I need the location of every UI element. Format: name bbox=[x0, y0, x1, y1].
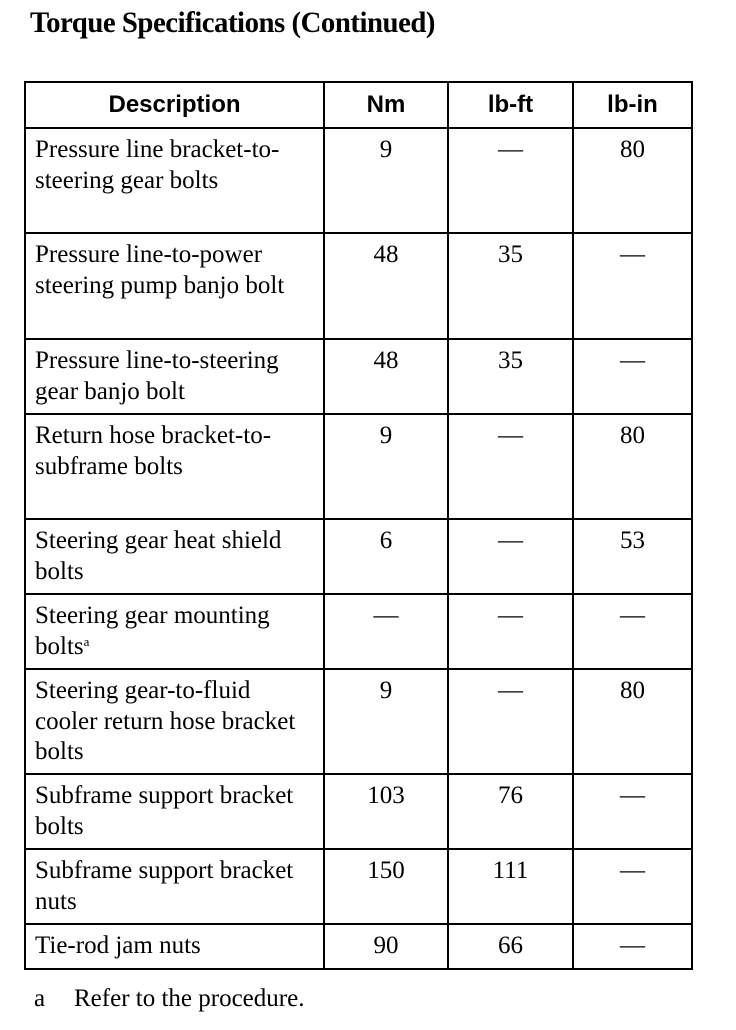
row-description: Subframe support bracket nuts bbox=[25, 849, 324, 924]
footnote bbox=[34, 985, 304, 1013]
row-lbft: 35 bbox=[448, 233, 573, 339]
row-nm: 48 bbox=[324, 339, 448, 414]
row-nm: 48 bbox=[324, 233, 448, 339]
row-description bbox=[25, 594, 324, 669]
row-nm: 90 bbox=[324, 924, 448, 969]
row-lbft: 66 bbox=[448, 924, 573, 969]
row-description: Pressure line-to-power steering pump banjo bolt bbox=[25, 233, 324, 339]
table-row bbox=[25, 128, 692, 233]
table-row bbox=[25, 774, 692, 849]
footnote-mark: a bbox=[34, 985, 46, 1012]
header-lbft: lb-ft bbox=[448, 82, 573, 128]
row-description: Return hose bracket-to-subframe bolts bbox=[25, 414, 324, 519]
table-row bbox=[25, 594, 692, 669]
row-lbin: 80 bbox=[573, 128, 692, 233]
row-nm: 150 bbox=[324, 849, 448, 924]
row-lbin: 80 bbox=[573, 669, 692, 774]
table-row bbox=[25, 233, 692, 339]
table-header-row bbox=[25, 82, 692, 128]
row-description: Steering gear heat shield bolts bbox=[25, 519, 324, 594]
row-description: Tie-rod jam nuts bbox=[25, 924, 324, 969]
row-nm: 9 bbox=[324, 414, 448, 519]
row-description: Steering gear-to-fluid cooler return hose bracket bolts bbox=[25, 669, 324, 774]
table-row bbox=[25, 924, 692, 969]
torque-spec-table bbox=[24, 81, 693, 970]
header-nm: Nm bbox=[324, 82, 448, 128]
row-lbft: 111 bbox=[448, 849, 573, 924]
row-lbft: — bbox=[448, 594, 573, 669]
row-description: Pressure line-to-steering gear banjo bolt bbox=[25, 339, 324, 414]
row-description: Subframe support bracket bolts bbox=[25, 774, 324, 849]
header-description: Description bbox=[25, 82, 324, 128]
row-lbin: 53 bbox=[573, 519, 692, 594]
row-lbin: 80 bbox=[573, 414, 692, 519]
header-lbin: lb-in bbox=[573, 82, 692, 128]
row-nm: 9 bbox=[324, 669, 448, 774]
table-row bbox=[25, 669, 692, 774]
row-lbft: — bbox=[448, 414, 573, 519]
row-lbin: — bbox=[573, 924, 692, 969]
footnote-text: Refer to the procedure. bbox=[74, 985, 305, 1012]
row-lbin: — bbox=[573, 774, 692, 849]
row-nm: 6 bbox=[324, 519, 448, 594]
row-nm: 103 bbox=[324, 774, 448, 849]
table-row bbox=[25, 339, 692, 414]
table-row bbox=[25, 519, 692, 594]
row-lbft: 35 bbox=[448, 339, 573, 414]
row-lbin: — bbox=[573, 339, 692, 414]
row-lbft: — bbox=[448, 128, 573, 233]
table-row bbox=[25, 849, 692, 924]
row-lbin: — bbox=[573, 594, 692, 669]
row-lbft: — bbox=[448, 669, 573, 774]
table-row bbox=[25, 414, 692, 519]
row-lbin: — bbox=[573, 233, 692, 339]
page-title: Torque Specifications (Continued) bbox=[30, 6, 436, 39]
row-description: Pressure line bracket-to-steering gear bolts bbox=[25, 128, 324, 233]
row-lbin: — bbox=[573, 849, 692, 924]
row-lbft: 76 bbox=[448, 774, 573, 849]
row-lbft: — bbox=[448, 519, 573, 594]
row-description-text: Steering gear mounting bolts bbox=[35, 602, 270, 660]
row-nm: 9 bbox=[324, 128, 448, 233]
footnote-ref: a bbox=[83, 633, 90, 649]
row-nm: — bbox=[324, 594, 448, 669]
